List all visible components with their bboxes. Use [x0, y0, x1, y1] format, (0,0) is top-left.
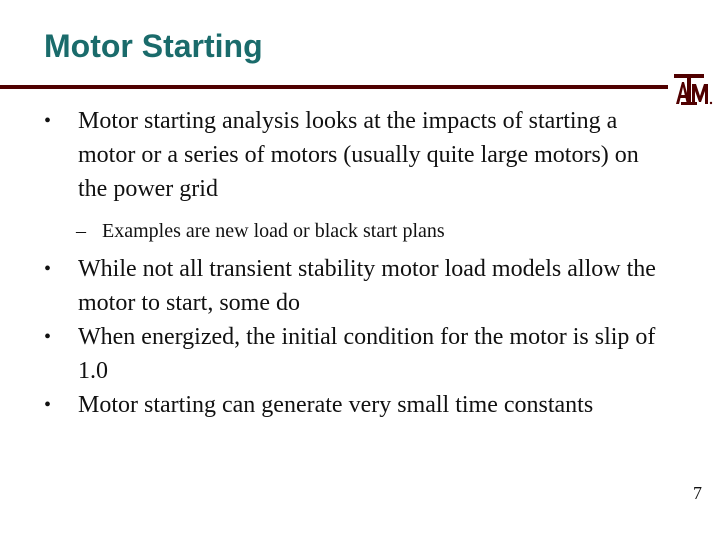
sub-bullet-text: Examples are new load or black start plans	[102, 220, 445, 242]
bullet-marker: •	[44, 258, 52, 280]
bullet-text: Motor starting can generate very small time constants	[78, 392, 594, 418]
slide-title: Motor Starting	[44, 28, 263, 64]
bullet-text: While not all transient stability motor load models allow the motor to start, some do	[78, 256, 656, 316]
page-number: 7	[693, 483, 702, 503]
bullet-item	[32, 252, 672, 320]
bullet-list	[32, 104, 672, 422]
bullet-item	[32, 104, 672, 206]
sub-bullet-marker: –	[76, 220, 86, 242]
bullet-marker: •	[44, 394, 52, 416]
bullet-marker: •	[44, 326, 52, 348]
bullet-item	[32, 320, 672, 388]
bullet-marker: •	[44, 110, 52, 132]
bullet-item	[32, 388, 672, 422]
texas-am-logo-icon	[672, 72, 714, 108]
sub-bullet-item	[32, 216, 672, 246]
bullet-text: When energized, the initial condition for the motor is slip of 1.0	[78, 324, 656, 384]
bullet-text: Motor starting analysis looks at the impacts of starting a motor or a series of motors (usually quite large motors) on the power grid	[78, 108, 639, 202]
title-divider	[0, 85, 668, 89]
